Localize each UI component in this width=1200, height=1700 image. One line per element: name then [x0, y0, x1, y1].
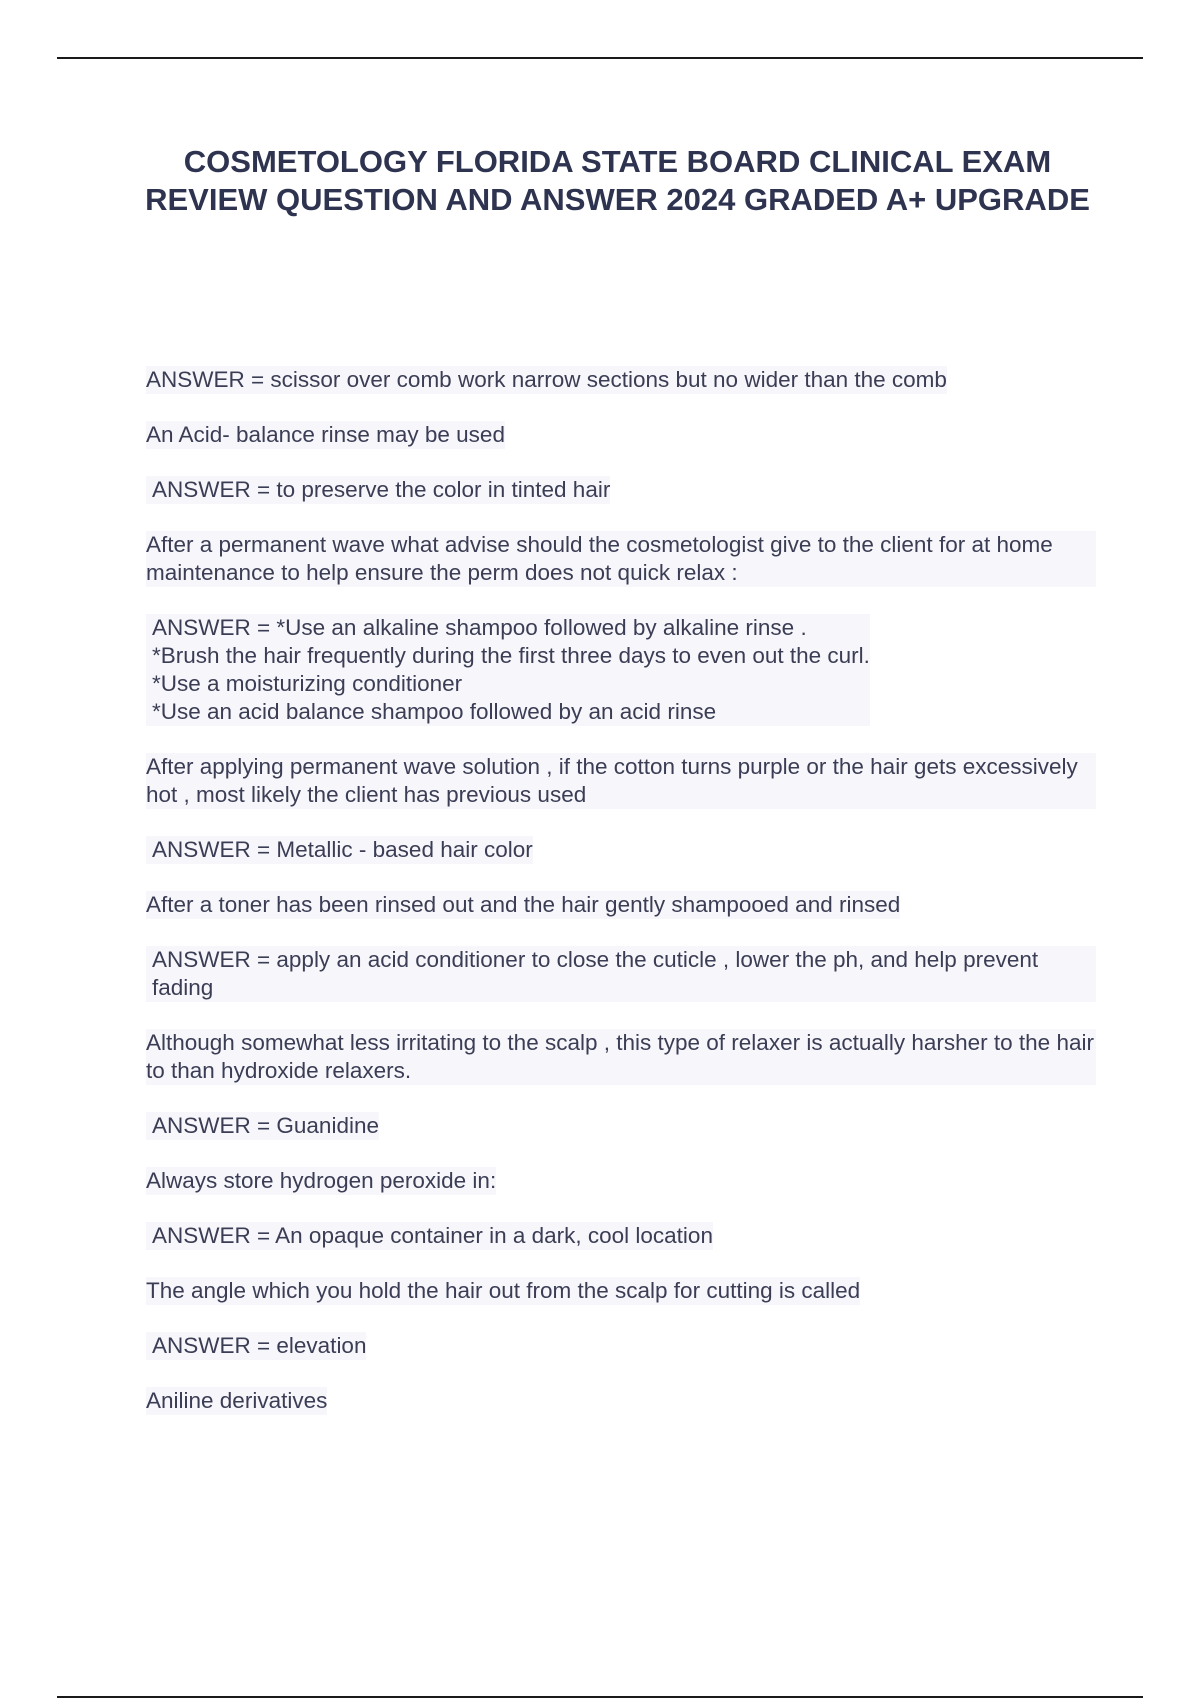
question-paragraph: After a permanent wave what advise should the cosmetologist give to the client for at home maintenance to help ensure the perm does not quick relax : [146, 531, 1096, 587]
question-paragraph: Although somewhat less irritating to the scalp , this type of relaxer is actually harsher to the hair to than hydroxide relaxers. [146, 1029, 1096, 1085]
question-paragraph: An Acid- balance rinse may be used [146, 422, 505, 447]
question-paragraph: After applying permanent wave solution , if the cotton turns purple or the hair gets excessively hot , most likely the client has previous used [146, 753, 1096, 809]
answer-paragraph: ANSWER = Metallic - based hair color [146, 836, 533, 864]
answer-paragraph: ANSWER = elevation [146, 1332, 366, 1360]
answer-paragraph: ANSWER = scissor over comb work narrow sections but no wider than the comb [146, 367, 947, 392]
document-title: COSMETOLOGY FLORIDA STATE BOARD CLINICAL EXAM REVIEW QUESTION AND ANSWER 2024 GRADED A+ UPGRADE [145, 144, 1090, 217]
answer-paragraph: ANSWER = *Use an alkaline shampoo followed by alkaline rinse . *Brush the hair frequently during the first three days to even out the curl. *Use a moisturizing conditioner *Use an acid balance shampoo followed by an acid rinse [146, 614, 870, 726]
question-paragraph: Aniline derivatives [146, 1388, 328, 1413]
answer-paragraph: ANSWER = Guanidine [146, 1112, 379, 1140]
question-paragraph: Always store hydrogen peroxide in: [146, 1168, 497, 1193]
answer-paragraph: ANSWER = apply an acid conditioner to close the cuticle , lower the ph, and help prevent fading [146, 946, 1096, 1002]
question-paragraph: After a toner has been rinsed out and the hair gently shampooed and rinsed [146, 892, 901, 917]
bottom-rule [57, 1696, 1143, 1698]
answer-paragraph: ANSWER = An opaque container in a dark, cool location [146, 1222, 713, 1250]
top-rule [57, 57, 1143, 59]
question-paragraph: The angle which you hold the hair out from the scalp for cutting is called [146, 1278, 861, 1303]
document-body [146, 366, 1096, 1442]
answer-paragraph: ANSWER = to preserve the color in tinted hair [146, 476, 610, 504]
